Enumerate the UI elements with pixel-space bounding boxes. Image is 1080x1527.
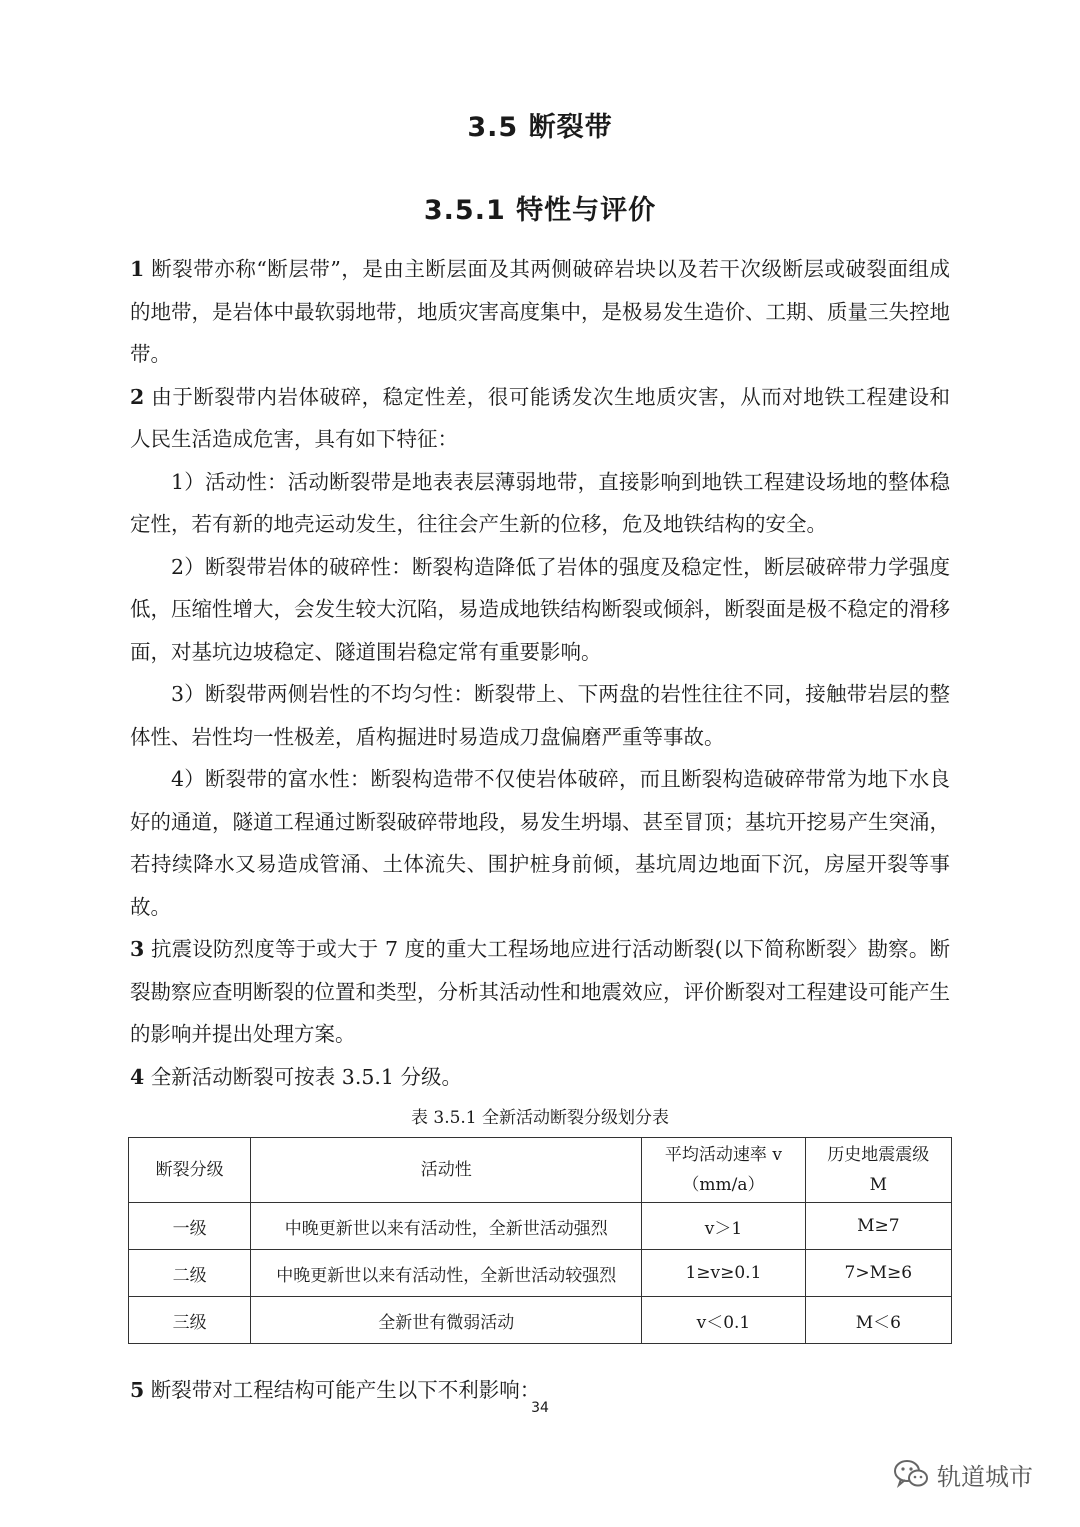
cell-activity: 中晚更新世以来有活动性，全新世活动强烈: [251, 1203, 642, 1250]
subsection-heading: 3.5.1 特性与评价: [423, 195, 657, 226]
cell-rate: 1≥v≥0.1: [642, 1250, 805, 1297]
watermark: [893, 1456, 1033, 1492]
cell-rate: v＜0.1: [642, 1297, 805, 1344]
paragraph-5: 5 断裂带对工程结构可能产生以下不利影响：: [130, 1377, 541, 1402]
fault-grade-table: [128, 1137, 952, 1344]
cell-magnitude: 7>M≥6: [805, 1250, 951, 1297]
cell-grade: 二级: [129, 1250, 251, 1297]
table-row: [129, 1203, 952, 1250]
wechat-icon: [893, 1459, 929, 1489]
watermark-text: 轨道城市: [937, 1462, 1033, 1491]
cell-grade: 一级: [129, 1203, 251, 1250]
section-heading: 3.5 断裂带: [467, 112, 613, 143]
header-grade: 断裂分级: [129, 1138, 251, 1203]
feature-water-richness: 4）断裂带的富水性：断裂构造带不仅使岩体破碎，而且断裂构造破碎带常为地下水良好的通道，隧道工程通过断裂破碎带地段，易发生坍塌、甚至冒顶；基坑开挖易产生突涌，若持续降水又易造成管涌、土体流失、围护桩身前倾，基坑周边地面下沉，房屋开裂等事故。: [130, 767, 950, 919]
cell-magnitude: M＜6: [805, 1297, 951, 1344]
table-header-row: [129, 1138, 952, 1203]
paragraph-3: 3 抗震设防烈度等于或大于 7 度的重大工程场地应进行活动断裂(以下简称断裂〉勘察。断裂勘察应查明断裂的位置和类型，分析其活动性和地震效应，评价断裂对工程建设可能产生的影响并提出处理方案。: [130, 937, 950, 1046]
page-number: 34: [531, 1400, 549, 1416]
header-rate: 平均活动速率 v （mm/a）: [642, 1138, 805, 1203]
table-row: [129, 1297, 952, 1344]
cell-magnitude: M≥7: [805, 1203, 951, 1250]
table-caption: 表 3.5.1 全新活动断裂分级划分表: [410, 1108, 670, 1128]
paragraph-2: 2 由于断裂带内岩体破碎，稳定性差，很可能诱发次生地质灾害，从而对地铁工程建设和人民生活造成危害，具有如下特征：: [130, 384, 950, 451]
body-text: [130, 248, 950, 1098]
feature-fragmentation: 2）断裂带岩体的破碎性：断裂构造降低了岩体的强度及稳定性，断层破碎带力学强度低，压缩性增大，会发生较大沉陷，易造成地铁结构断裂或倾斜，断裂面是极不稳定的滑移面，对基坑边坡稳定、隧道围岩稳定常有重要影响。: [130, 554, 950, 664]
cell-grade: 三级: [129, 1297, 251, 1344]
cell-activity: 中晚更新世以来有活动性，全新世活动较强烈: [251, 1250, 642, 1297]
header-magnitude: 历史地震震级 M: [805, 1138, 951, 1203]
cell-activity: 全新世有微弱活动: [251, 1297, 642, 1344]
feature-nonuniformity: 3）断裂带两侧岩性的不均匀性：断裂带上、下两盘的岩性往往不同，接触带岩层的整体性、岩性均一性极差，盾构掘进时易造成刀盘偏磨严重等事故。: [130, 682, 950, 749]
table-row: [129, 1250, 952, 1297]
feature-activity: 1）活动性：活动断裂带是地表表层薄弱地带，直接影响到地铁工程建设场地的整体稳定性，若有新的地壳运动发生，往往会产生新的位移，危及地铁结构的安全。: [130, 469, 950, 536]
paragraph-1: 1 断裂带亦称“断层带”，是由主断层面及其两侧破碎岩块以及若干次级断层或破裂面组成的地带，是岩体中最软弱地带，地质灾害高度集中，是极易发生造价、工期、质量三失控地带。: [130, 257, 950, 366]
header-activity: 活动性: [251, 1138, 642, 1203]
cell-rate: v＞1: [642, 1203, 805, 1250]
paragraph-4: 4 全新活动断裂可按表 3.5.1 分级。: [130, 1064, 462, 1089]
